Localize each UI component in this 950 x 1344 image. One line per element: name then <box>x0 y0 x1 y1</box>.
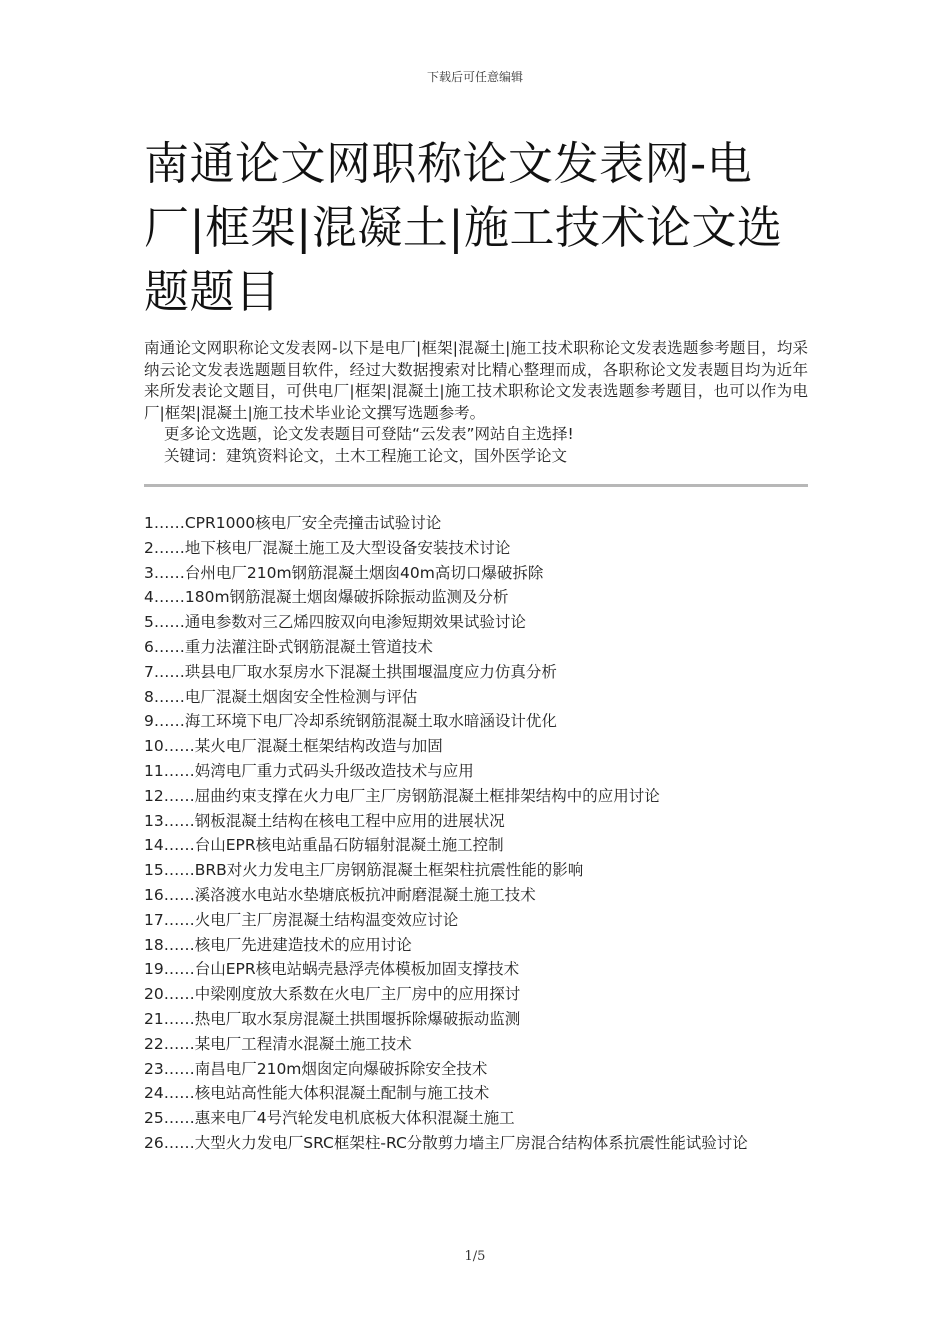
topic-item: 2……地下核电厂混凝土施工及大型设备安装技术讨论 <box>144 538 511 557</box>
topic-item: 9……海工环境下电厂冷却系统钢筋混凝土取水暗涵设计优化 <box>144 712 557 731</box>
topic-item: 12……屈曲约束支撑在火力电厂主厂房钢筋混凝土框排架结构中的应用讨论 <box>144 786 660 805</box>
section-divider <box>144 484 808 487</box>
topic-item: 8……电厂混凝土烟囱安全性检测与评估 <box>144 687 418 706</box>
page-number: 1/5 <box>464 1249 486 1264</box>
topic-item: 18……核电厂先进建造技术的应用讨论 <box>144 935 412 954</box>
topic-item: 22……某电厂工程清水混凝土施工技术 <box>144 1034 412 1053</box>
topic-item: 17……火电厂主厂房混凝土结构温变效应讨论 <box>144 910 459 929</box>
topic-item: 26……大型火力发电厂SRC框架柱-RC分散剪力墙主厂房混合结构体系抗震性能试验讨论 <box>144 1133 748 1152</box>
topic-item: 14……台山EPR核电站重晶石防辐射混凝土施工控制 <box>144 836 504 855</box>
topic-item: 10……某火电厂混凝土框架结构改造与加固 <box>144 737 443 756</box>
header-note: 下载后可任意编辑 <box>426 70 523 84</box>
topic-item: 3……台州电厂210m钢筋混凝土烟囱40m高切口爆破拆除 <box>144 563 544 582</box>
topic-item: 16……溪洛渡水电站水垫塘底板抗冲耐磨混凝土施工技术 <box>144 885 536 904</box>
topic-item: 25……惠来电厂4号汽轮发电机底板大体积混凝土施工 <box>144 1109 515 1128</box>
topic-item: 20……中梁刚度放大系数在火电厂主厂房中的应用探讨 <box>144 985 521 1004</box>
intro-keywords-line: 关键词：建筑资料论文，土木工程施工论文，国外医学论文 <box>164 446 568 465</box>
topic-item: 21……热电厂取水泵房混凝土拱围堰拆除爆破振动监测 <box>144 1009 521 1028</box>
topic-item: 7……珙县电厂取水泵房水下混凝土拱围堰温度应力仿真分析 <box>144 662 557 681</box>
topic-item: 6……重力法灌注卧式钢筋混凝土管道技术 <box>144 637 433 656</box>
intro-paragraph: 南通论文网职称论文发表网-以下是电厂|框架|混凝土|施工技术职称论文发表选题参考题目，均采纳云论文发表选题题目软件，经过大数据搜索对比精心整理而成，各职称论文发表题目均为近年来所发表论文题目，可供电厂|框架|混凝土|施工技术职称论文发表选题参考题目，也可以作为电厂|框架|混凝土|施工技术毕业论文撰写选题参考。 <box>144 339 808 422</box>
topic-item: 24……核电站高性能大体积混凝土配制与施工技术 <box>144 1084 490 1103</box>
topic-list <box>144 511 808 1156</box>
topic-item: 19……台山EPR核电站蜗壳悬浮壳体模板加固支撑技术 <box>144 960 520 979</box>
topic-item: 13……钢板混凝土结构在核电工程中应用的进展状况 <box>144 811 505 830</box>
intro-section <box>144 338 808 467</box>
topic-item: 1……CPR1000核电厂安全壳撞击试验讨论 <box>144 514 442 532</box>
topic-item: 23……南昌电厂210m烟囱定向爆破拆除安全技术 <box>144 1059 488 1078</box>
document-title: 南通论文网职称论文发表网-电厂|框架|混凝土|施工技术论文选题题目 <box>144 137 783 318</box>
topic-item: 15……BRB对火力发电主厂房钢筋混凝土框架柱抗震性能的影响 <box>144 861 584 880</box>
topic-item: 4……180m钢筋混凝土烟囱爆破拆除振动监测及分析 <box>144 588 509 607</box>
document-body <box>144 132 808 1156</box>
intro-more-line: 更多论文选题，论文发表题目可登陆“云发表”网站自主选择! <box>164 425 574 443</box>
topic-item: 11……妈湾电厂重力式码头升级改造技术与应用 <box>144 761 474 780</box>
topic-item: 5……通电参数对三乙烯四胺双向电渗短期效果试验讨论 <box>144 613 526 632</box>
